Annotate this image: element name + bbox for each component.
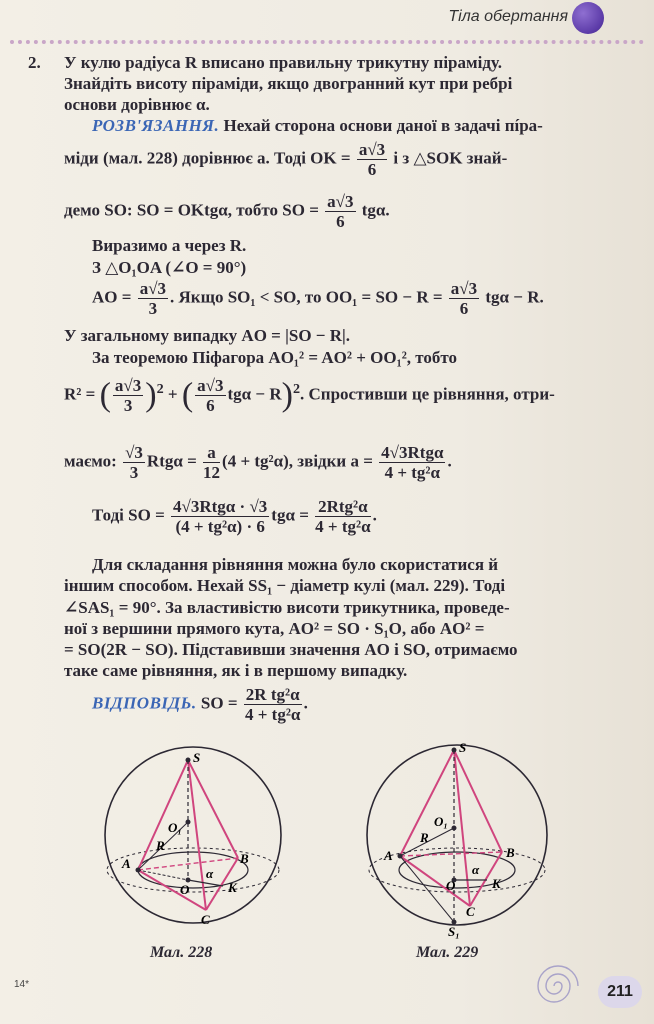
sphere-equator [107, 848, 279, 892]
label-o: O [446, 878, 456, 893]
solution-line-1: Нехай сторона основи даної в задачі пíра- [223, 116, 543, 135]
label-k: K [228, 880, 237, 895]
solution-line-2b: і з △SOK знай- [393, 148, 508, 168]
solution-line-5: З △O₁OA (∠O = 90°) [92, 258, 247, 277]
fraction-ok: $\frac{a√3}{6}$ [358, 140, 386, 179]
solution-line-6a: AO = [92, 287, 132, 307]
problem-line-1: У кулю радіуса R вписано правильну трикутну піраміду. [64, 53, 502, 72]
problem-line-3: основи дорівнює α. [64, 95, 210, 114]
fraction-a-result: $\frac{\text{4√3Rtgα}}{\text{4 + tg²α}}$ [381, 443, 444, 482]
answer-fraction: $\frac{\text{2R tg²α}}{\text{4 + tg²α}}$ [244, 685, 301, 724]
paragraph2-line-1: Для складання рівняння можна було скористатися й [92, 555, 499, 574]
label-r: R [156, 838, 165, 853]
fraction-so: $\frac{a√3}{6}$ [327, 192, 354, 231]
solution-line-8: За теоремою Піфагора AO₁² = AO² + OO₁², тобто [92, 348, 458, 367]
solution-line-11b: tgα = [271, 505, 309, 525]
page-number: 211 [598, 976, 642, 1008]
solution-line-3a: демо SO: SO = OKtgα, тобто SO = [64, 200, 319, 220]
label-c: C [201, 912, 210, 927]
paragraph2-line-3: ∠SAS₁ = 90°. За властивістю висоти трикутника, проведе- [64, 598, 510, 617]
solution-line-3b: tgα. [361, 200, 390, 220]
page: Тіла обертання 2. У кулю радіуса R вписано правильну трикутну піраміду. Знайдіть висоту піраміди, якщо двогранний кут при ребрі основи дорівнює α. РОЗВ'ЯЗАННЯ. Нехай сторона основи даної в задачі пíра- міди (мал. 228) дорівнює a. Тоді OK = $\frac{a√3}{6}$ і з △SOK знай- демо SO: SO = OKtgα, тобто SO = $\frac{a√3}{6}$ tgα. Виразимо a через R. З △O₁OA (∠O = 90°) AO = $\frac{a√3}{3}$ . Якщо SO₁ < SO, то OO₁ = SO − R = $\frac{a√3}{6}$ tgα − R. У загальному випадку AO = |SO − R|. За теоремою Піфагора AO₁² = AO² + OO₁², тобто R² = ( $\frac{a√3}{3}$ )$^2$ + ( $\frac{a√3}{6}$ tgα − R)$^2$. Спростивши це рівняння, отри- маємо: $\frac{√3}{3}$ Rtgα = $\frac{a}{12}$ (4 + tg²α), звідки a = $\frac{\text{4√3Rtgα}}{\text{4 + tg²α}}$ . Тоді SO = $\frac{\text{4√3Rtgα · √3}}{\text{(4 + tg²α) · 6}}$ tgα = $\frac{\text{2Rtg²α}}{\text{4 + tg²α}}$ . Для складання рівняння можна було скористатися й іншим способом. Нехай SS₁ − діаметр кулі (мал. 229). Тоді ∠SAS₁ = 90°. За властивістю висоти трикутника, проведе- ної з вершини прямого кута, AO² = SO · S₁O, або AO² = = SO(2R − SO). Підставивши значення AO і SO, отримаємо таке саме рівняння, як і в першому випадку. ВІДПОВІДЬ. SO = $\frac{\text{2R tg²α}}{\text{4 + tg²α}}$ . S O₁ R A B O α K C Мал. 228 S O₁ R A B O α K C S₁ Мал. 229 14* 211 [0, 0, 654, 1024]
problem-line-2: Знайдіть висоту піраміди, якщо двогранний кут при ребрі [64, 74, 513, 93]
problem-number: 2. [28, 53, 41, 72]
fraction-r2-1: $\frac{a√3}{3}$ [114, 376, 142, 415]
solution-line-2a: міди (мал. 228) дорівнює a. Тоді OK = [64, 148, 351, 168]
solution-line-10b: Rtgα = [146, 451, 197, 471]
solution-line-6c: tgα − R. [485, 287, 544, 307]
paragraph2-line-2: іншим способом. Нехай SS₁ − діаметр кулі (мал. 229). Тоді [64, 576, 506, 595]
label-a: A [384, 848, 393, 863]
label-s: S [193, 750, 201, 765]
caption-fig-229: Мал. 229 [416, 944, 479, 961]
fraction-ao: $\frac{a√3}{3}$ [139, 279, 167, 318]
paragraph2-line-5: = SO(2R − SO). Підставивши значення AO і SO, отримаємо [64, 640, 518, 659]
header-dotted-line [10, 40, 644, 44]
label-k: K [492, 876, 501, 891]
solution-label: РОЗВ'ЯЗАННЯ. [92, 116, 220, 135]
fraction-a-12: $\frac{a}{12}$ [203, 443, 221, 482]
fraction-sqrt3-3: $\frac{√3}{3}$ [125, 443, 143, 482]
answer-label: ВІДПОВІДЬ. [92, 693, 197, 713]
label-r: R [420, 830, 429, 845]
decorative-swirl-icon [518, 956, 598, 1016]
fraction-oo1: $\frac{a√3}{6}$ [450, 279, 478, 318]
label-c: C [466, 904, 475, 919]
caption-fig-228: Мал. 228 [150, 944, 213, 961]
answer-prefix: SO = [200, 693, 238, 713]
solution-line-11a: Тоді SO = [92, 505, 165, 525]
solution-line-10c: (4 + tg²α), звідки a = [222, 451, 373, 471]
solution-line-4: Виразимо a через R. [92, 236, 247, 255]
header-title: Тіла обертання [448, 8, 568, 25]
fraction-so-full: $\frac{\text{4√3Rtgα · √3}}{\text{(4 + tg²α) · 6}}$ [173, 497, 268, 536]
header-circle-icon [572, 2, 604, 34]
solution-line-7: У загальному випадку AO = |SO − R|. [64, 326, 350, 345]
solution-line-6b: . Якщо SO₁ < SO, то OO₁ = SO − R = [170, 287, 443, 307]
label-o: O [180, 882, 190, 897]
footer-mark: 14* [14, 979, 30, 990]
sphere-equator [369, 848, 545, 892]
label-o1: O₁ [434, 814, 448, 829]
paragraph2-line-6: таке саме рівняння, як і в першому випадку. [64, 661, 408, 680]
label-alpha: α [472, 862, 480, 877]
label-a: A [122, 856, 131, 871]
figure-228 [98, 730, 288, 940]
fraction-so-result: $\frac{\text{2Rtg²α}}{\text{4 + tg²α}}$ [315, 497, 371, 536]
sphere-outline [105, 747, 281, 923]
label-s: S [459, 740, 467, 755]
label-b: B [506, 845, 515, 860]
solution-line-9b: . Спростивши це рівняння, отри- [300, 384, 555, 404]
label-s1: S₁ [448, 924, 460, 939]
solution-line-10a: маємо: [64, 451, 117, 471]
label-o1: O₁ [168, 820, 182, 835]
label-b: B [240, 851, 249, 866]
figure-229 [362, 730, 552, 940]
label-alpha: α [206, 866, 214, 881]
fraction-r2-2: $\frac{a√3}{6}$ [197, 376, 224, 415]
paragraph2-line-4: ної з вершини прямого кута, AO² = SO · S₁O, або AO² = [64, 619, 485, 638]
equation-r2: R² = [64, 384, 96, 404]
